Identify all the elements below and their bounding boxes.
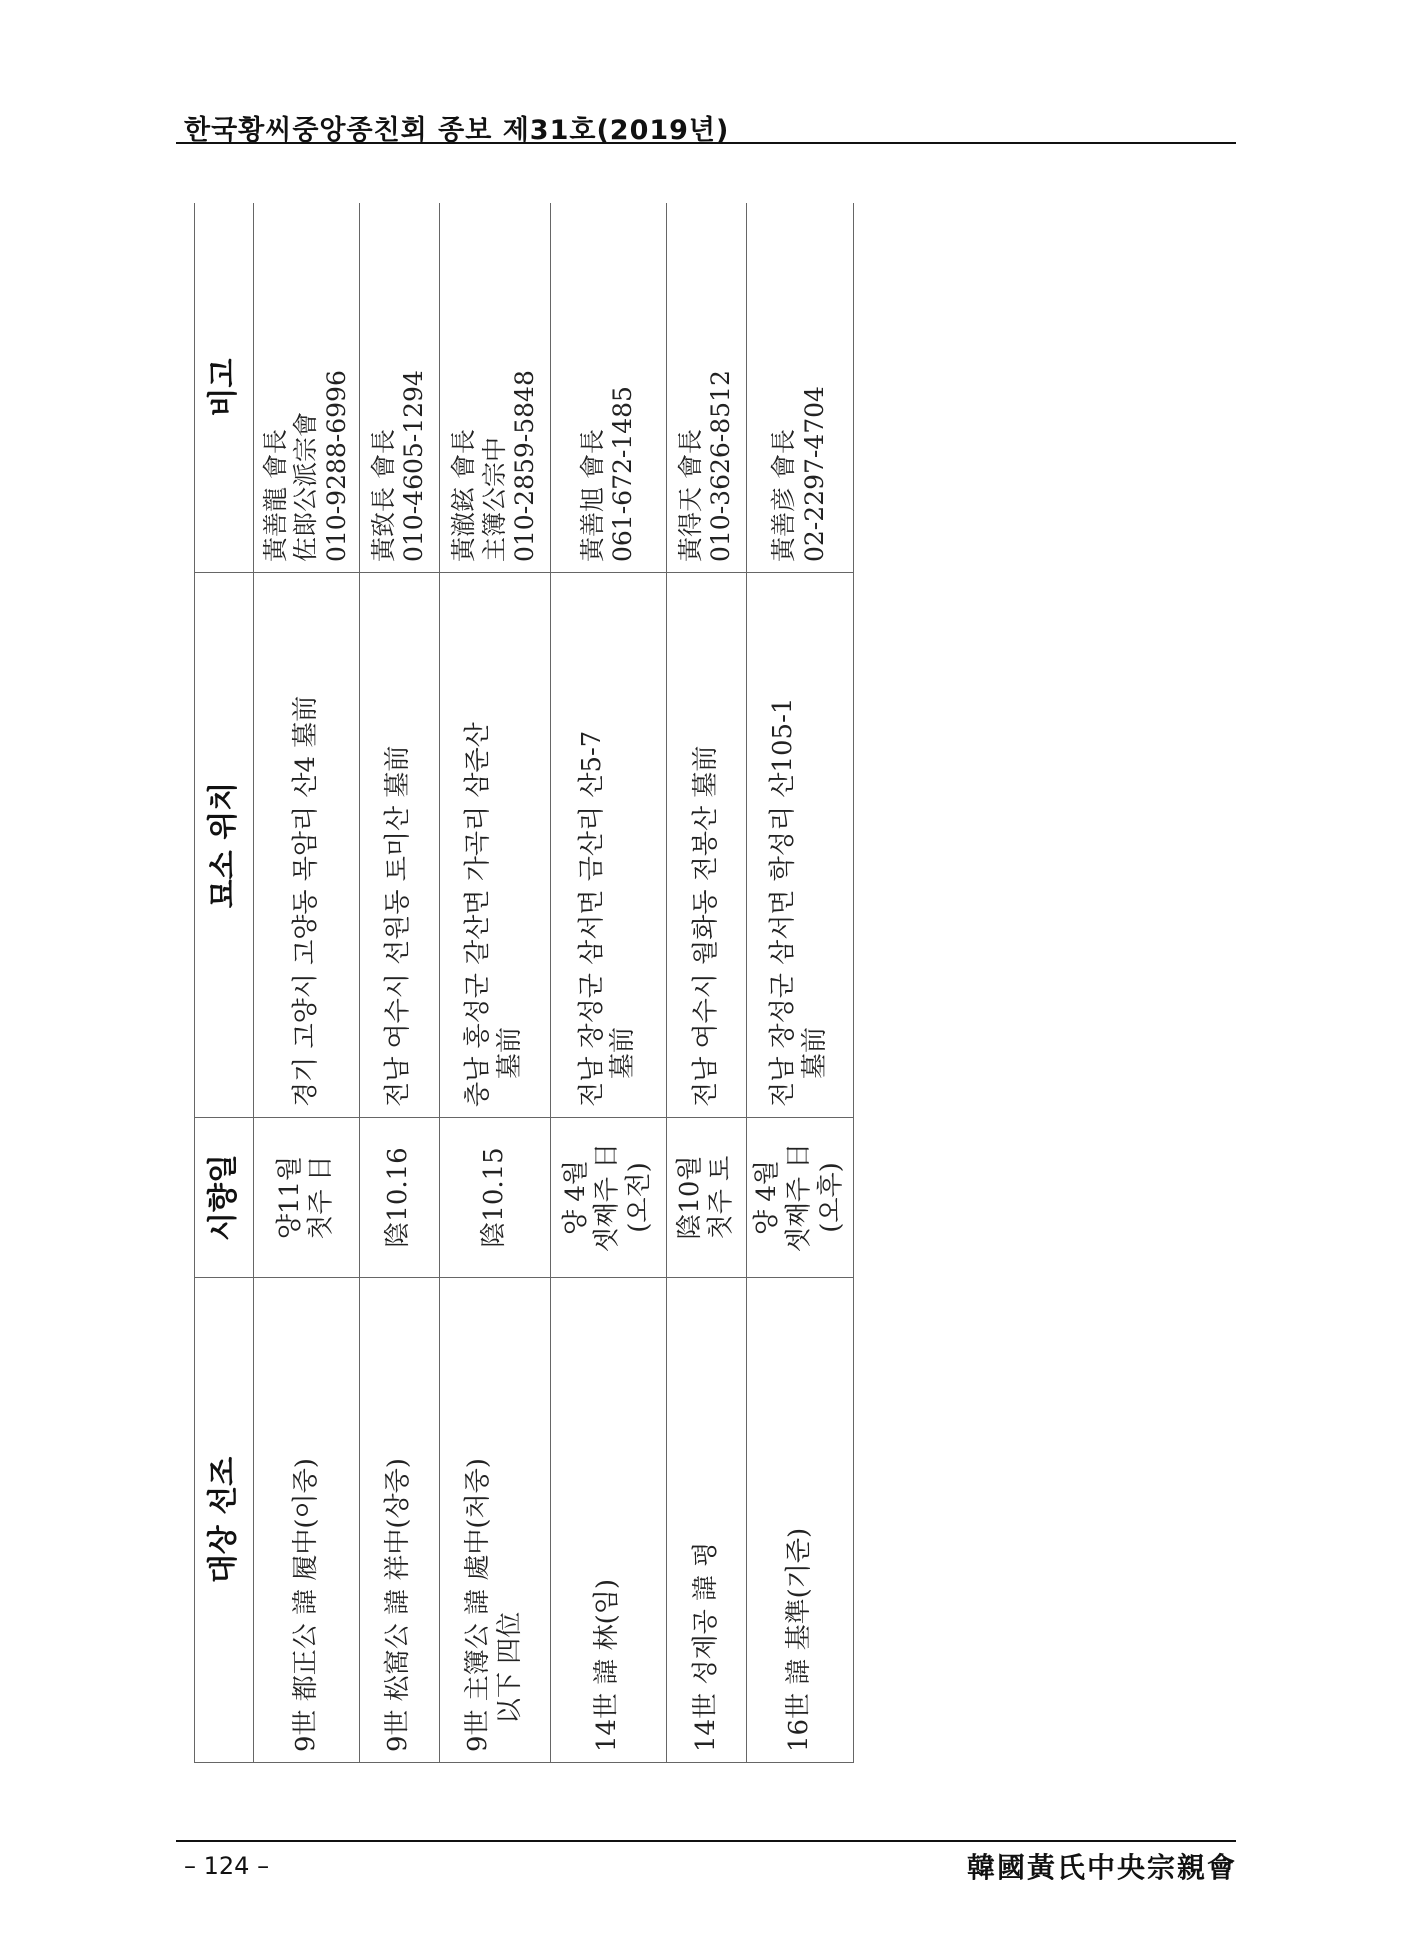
ancestral-rites-table xyxy=(194,203,854,1763)
note-line: 黃澈鉉 會長 xyxy=(449,429,479,562)
page-number: – 124 – xyxy=(184,1852,270,1880)
ancestor-cell xyxy=(254,1278,360,1763)
organization-logo: 韓國黃氏中央宗親會 xyxy=(966,1851,1237,1884)
note-cell xyxy=(746,203,853,573)
table-row xyxy=(666,203,746,1763)
date-line: 셋째주 日 xyxy=(592,1142,623,1253)
location-line: 전남 장성군 삼서면 금산리 산5-7 xyxy=(576,730,607,1107)
ancestor-cell xyxy=(746,1278,853,1763)
ancestor-line: 以下 四位 xyxy=(494,1611,525,1724)
note-line: 010-9288-6996 xyxy=(321,370,351,562)
location-line: 墓前 xyxy=(608,1026,639,1079)
note-cell xyxy=(439,203,550,573)
ancestor-cell xyxy=(359,1278,439,1763)
ancestor-line: 9世 主簿公 諱 處中(처중) xyxy=(463,1458,494,1752)
location-cell xyxy=(666,573,746,1118)
date-cell xyxy=(550,1118,666,1278)
date-cell xyxy=(254,1118,360,1278)
running-header: 한국황씨중앙종친회 종보 제31호(2019년) xyxy=(184,115,730,146)
ancestor-cell xyxy=(439,1278,550,1763)
date-cell xyxy=(359,1118,439,1278)
date-cell xyxy=(439,1118,550,1278)
note-line: 02-2297-4704 xyxy=(799,386,829,562)
note-line: 主簿公宗中 xyxy=(479,436,509,562)
note-line: 黃善龍 會長 xyxy=(260,429,290,562)
note-line: 黃得天 會長 xyxy=(675,429,705,562)
date-line: 陰10.15 xyxy=(478,1147,509,1248)
table-row xyxy=(359,203,439,1763)
table-header-row xyxy=(195,203,254,1763)
location-line: 충남 홍성군 갈산면 가곡리 삼준산 xyxy=(463,722,494,1107)
date-line: 첫주 토 xyxy=(706,1155,737,1240)
date-line: (오후) xyxy=(815,1162,846,1233)
date-line: 양11월 xyxy=(274,1155,305,1240)
location-line: 전남 장성군 삼서면 학성리 산105-1 xyxy=(768,697,799,1107)
location-cell xyxy=(359,573,439,1118)
location-cell xyxy=(254,573,360,1118)
location-line: 전남 여수시 월화동 전봉산 墓前 xyxy=(690,745,721,1107)
date-line: (오전) xyxy=(624,1162,655,1233)
note-line: 061-672-1485 xyxy=(608,386,638,562)
note-line: 黃善旭 會長 xyxy=(577,429,607,562)
note-cell xyxy=(254,203,360,573)
location-line: 墓前 xyxy=(799,1026,830,1079)
note-line: 黃善彦 會長 xyxy=(769,429,799,562)
table-row xyxy=(439,203,550,1763)
note-line: 佐郞公派宗會 xyxy=(291,411,321,562)
note-line: 010-2859-5848 xyxy=(510,370,540,562)
note-cell xyxy=(359,203,439,573)
location-line: 경기 고양시 고양동 목암리 산4 墓前 xyxy=(290,695,321,1107)
note-line: 010-3626-8512 xyxy=(706,370,736,562)
note-line: 010-4605-1294 xyxy=(399,370,429,562)
date-line: 첫주 日 xyxy=(306,1155,337,1240)
date-line: 셋째주 日 xyxy=(784,1142,815,1253)
date-cell xyxy=(666,1118,746,1278)
footer-rule xyxy=(176,1840,1236,1842)
table-row xyxy=(550,203,666,1763)
ancestor-line: 14世 諱 林(임) xyxy=(592,1578,623,1752)
date-line: 양 4월 xyxy=(752,1159,783,1236)
column-header-note: 비고 xyxy=(195,203,254,573)
location-cell xyxy=(439,573,550,1118)
date-line: 陰10.16 xyxy=(383,1147,414,1248)
date-line: 陰10월 xyxy=(674,1155,705,1240)
date-line: 양 4월 xyxy=(560,1159,591,1236)
table-row xyxy=(254,203,360,1763)
ancestor-line: 9世 都正公 諱 履中(이중) xyxy=(290,1458,321,1752)
note-cell xyxy=(550,203,666,573)
ancestor-line: 9世 松窩公 諱 祥中(상중) xyxy=(383,1458,414,1752)
header-rule xyxy=(176,142,1236,144)
ancestor-cell xyxy=(550,1278,666,1763)
ancestor-cell xyxy=(666,1278,746,1763)
note-cell xyxy=(666,203,746,573)
column-header-date: 시향일 xyxy=(195,1118,254,1278)
column-header-ancestor: 대상 선조 xyxy=(195,1278,254,1763)
table-row xyxy=(746,203,853,1763)
location-line: 전남 여수시 선원동 토미산 墓前 xyxy=(383,745,414,1107)
ancestor-line: 14世 성제공 諱 평 xyxy=(690,1541,721,1752)
location-line: 墓前 xyxy=(494,1026,525,1079)
date-cell xyxy=(746,1118,853,1278)
column-header-location: 묘소 위치 xyxy=(195,573,254,1118)
location-cell xyxy=(746,573,853,1118)
table-frame xyxy=(194,203,854,1763)
note-line: 黃致長 會長 xyxy=(368,429,398,562)
location-cell xyxy=(550,573,666,1118)
ancestor-line: 16世 諱 基準(기준) xyxy=(784,1527,815,1752)
